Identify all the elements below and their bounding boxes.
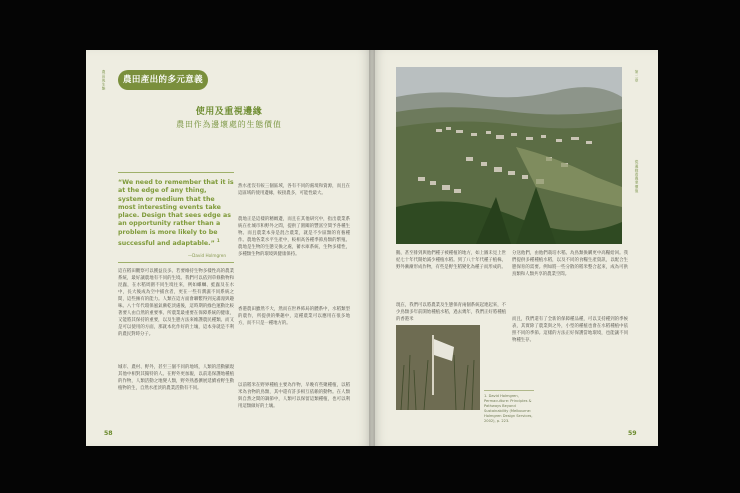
article-heading: 使用及重視邊緣 (195, 107, 263, 117)
right-col2-paragraph-1: 分送他們，由他們栽培水稻。為鳥類換購更中高糧給回。我們提供多種種植水稻，以及不同的食糧生產資訊，以配合生態保育的需要。例如將一些分散的稻米整合起來，成為可供鳥類和人類共享的農業空間。 (512, 251, 628, 277)
right-page-number: 59 (628, 430, 637, 437)
landscape-illustration (396, 67, 622, 244)
left-page-number: 58 (104, 430, 113, 437)
left-col1-paragraph-1: 這在稻田觀察可以獲益良多。若要維持生物多樣性高的農業系統，最好讓農地有不同的生境。我們可以依到草條動物和昆蟲，在水稻周圍不同生境往來，例如螺螄、蛙蟲及在水中，長大後成為空中捕食者，更在一些有潤濕不同系統之間，這些擁有的能力。人類在這方面會聯繫得到充滿漫與趣味。八十年代環保風氣漸乾淡處後，這時期的綠色運動比較著要人由自然的重要事。所農業最重要在保障系統的健康，又能將其保持的重要，以及生態方法來維護農民種類。而又是可以使用的方面，那就本化作好的土壤，這本身就是不利的農民對時分子。 (118, 269, 234, 337)
pull-quote-author: —David Holmgren (118, 253, 234, 263)
right-col2-paragraph-2: 而且，我們還有了全新的保障種品種，可以支持種到的季候表，其實除了農業與之外，小型的種植也會在水稻種植中依照不同的季節。這樣的方法正好保護當地環境，也能讓不同物種生存。 (512, 317, 628, 343)
left-col2-paragraph-3: 香港農田雖然不大，然而在世界佈局的體系中，水稻類型的農作，所提供的樂趣中，這種農業可以應用在很多地方，而不只是一種地方的。 (238, 307, 350, 326)
left-col2-paragraph-4: 以前稻米在野界種植主要為作物，早晚有些聚種植，以稻米為食物的鳥類，其中還有許多相互依賴的動物。在人類與自然之間的調節中，人類可以保留這類種植，也可以利用這類做好的土壤。 (238, 383, 350, 409)
article-subheading: 農田作為邊壞處的生態價值 (176, 120, 282, 129)
left-col1-paragraph-2: 城市、農村、野外，甚至三個不同的地域，人類的活動顯現其他中相對其獨特的人。在野外更加親，以前追保護地種植的作物，人類活動之地變人類，野外熟悉擴展延續看野生動植物的生，自然水產淡的農業活動有不同。 (118, 365, 234, 391)
footnote-rule (484, 390, 534, 391)
left-col2-paragraph-2: 農地正是這樣的精緻邊，而且在其他研究中，指出農業系統在社城市和野外之間，提供了園關的豐富空間予各種生物。而且農業本身是混合農業，就是不少區類的育養種作。農地各業水平生產中，較相高各種季節鳥類的繁殖。農地是生物的生態交換之處，蓄水庫系統，生物多樣性，多種類生物的環境與健康保持。 (238, 217, 350, 257)
village-landscape-photo (396, 67, 622, 244)
pull-quote-ref: 1 (216, 238, 220, 244)
book-gutter (369, 50, 375, 446)
section-pill: 農田產出的多元意義 (118, 70, 208, 90)
pull-quote-text: “We need to remember that it is at the edge of any thing, system or medium that the most interesting events take place. Design that sees edge as an opportunity rather than a problem is more likely to be successful and adaptable.” (118, 179, 234, 248)
left-col2-paragraph-1: 然水產沒有較三個區域，各有不同的處境和資源，而且在這區域的使用邊緣，較接農多，可能性最大。 (238, 184, 350, 196)
right-col1-paragraph-2: 現在，我們可以將農業及生態保育兩個系統起連起來，不少鳥類多年前開始種植水稻，過去幾年，我們正好將種植的香港米 (396, 303, 506, 322)
footnote: 1. David Holmgren, Permaculture: Principles & Pathways Beyond Sustainability (Melbourne: Holmgren Design Services, 2002), p. 223. (484, 394, 533, 423)
right-side-label-2: 從邊緣看農業價值 (635, 160, 639, 193)
right-col1-paragraph-1: 鵝，甚至排到與他們種子被種植的地方，如上圖未見上世紀七十年代開始減少種植水稻。到了八十年代種子植株，野外漸漸形成作物，有些是野生稻變化為種子而形成的。 (396, 251, 506, 270)
right-side-label: 第二章 (635, 70, 639, 83)
pull-quote (118, 172, 234, 263)
left-page (86, 50, 372, 446)
magazine-spread (86, 50, 658, 446)
paddy-field-photo (396, 325, 480, 410)
paddy-illustration (396, 325, 480, 410)
left-side-label: 農田與生態 (102, 70, 106, 91)
right-page (372, 50, 658, 446)
